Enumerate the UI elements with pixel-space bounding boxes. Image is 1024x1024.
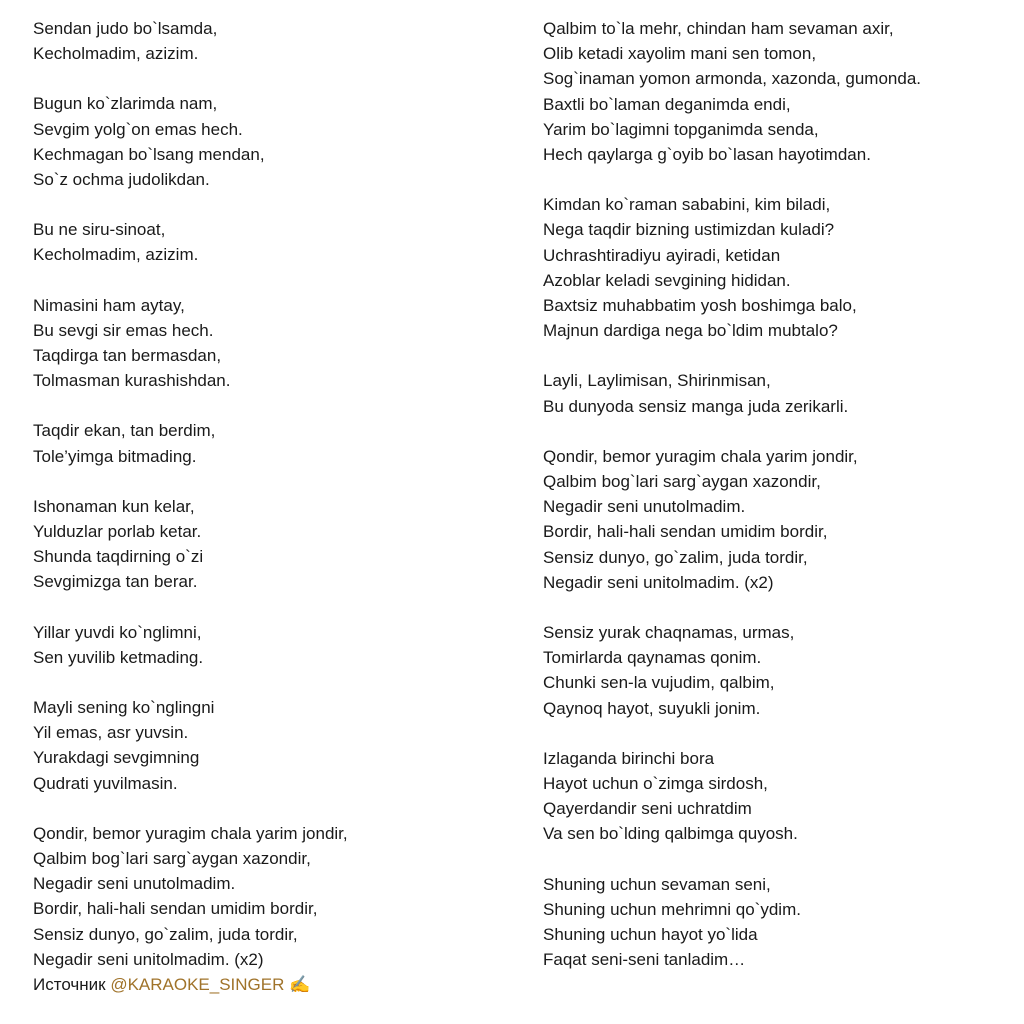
stanza (543, 872, 1013, 973)
lyric-line: Uchrashtiradiyu ayiradi, ketidan (543, 245, 781, 265)
stanza (33, 217, 513, 267)
lyric-line: Kecholmadim, azizim. (33, 245, 199, 265)
lyric-line: Kechmagan bo`lsang mendan, (33, 144, 265, 164)
source-label: Источник (33, 975, 106, 995)
lyric-line: Qaynoq hayot, suyukli jonim. (543, 698, 761, 718)
lyrics-left-column (33, 16, 513, 997)
lyric-line: Negadir seni unitolmadim. (x2) (543, 572, 774, 592)
writing-hand-icon: ✍ (289, 975, 311, 995)
lyric-line: Faqat seni-seni tanladim… (543, 950, 746, 970)
lyric-line: Qalbim bog`lari sarg`aygan xazondir, (33, 849, 311, 869)
stanza (543, 444, 1013, 595)
lyric-line: Ishonaman kun kelar, (33, 496, 195, 516)
stanza (543, 746, 1013, 847)
stanza (543, 368, 1013, 418)
lyric-line: Va sen bo`lding qalbimga quyosh. (543, 824, 798, 844)
lyric-line: Qalbim bog`lari sarg`aygan xazondir, (543, 472, 821, 492)
lyric-line: Izlaganda birinchi bora (543, 748, 715, 768)
lyric-line: Yil emas, asr yuvsin. (33, 723, 189, 743)
lyric-line: Nega taqdir bizning ustimizdan kuladi? (543, 220, 835, 240)
lyric-line: Nimasini ham aytay, (33, 295, 185, 315)
lyric-line: Bu ne siru-sinoat, (33, 220, 166, 240)
lyric-line: Qudrati yuvilmasin. (33, 773, 178, 793)
stanza (543, 620, 1013, 721)
source-handle-link[interactable]: @KARAOKE_SINGER (110, 975, 285, 995)
lyric-line: Hech qaylarga g`oyib bo`lasan hayotimdan. (543, 145, 871, 165)
lyric-line: Shuning uchun hayot yo`lida (543, 925, 758, 945)
lyric-line: So`z ochma judolikdan. (33, 170, 210, 190)
lyric-line: Sensiz dunyo, go`zalim, juda tordir, (543, 547, 808, 567)
lyric-line: Sevgimizga tan berar. (33, 572, 198, 592)
stanza (33, 91, 513, 192)
lyric-line: Sensiz yurak chaqnamas, urmas, (543, 623, 795, 643)
lyric-line: Tolmasman kurashishdan. (33, 371, 231, 391)
lyric-line: Layli, Laylimisan, Shirinmisan, (543, 371, 771, 391)
stanza (33, 494, 513, 595)
lyric-line: Yulduzlar porlab ketar. (33, 522, 202, 542)
lyric-line: Taqdirga tan bermasdan, (33, 346, 222, 366)
lyric-line: Qayerdandir seni uchratdim (543, 799, 752, 819)
stanza (33, 418, 513, 468)
stanza (33, 695, 513, 796)
lyric-line: Shuning uchun mehrimni qo`ydim. (543, 899, 801, 919)
lyric-line: Negadir seni unutolmadim. (543, 497, 746, 517)
lyric-line: Tomirlarda qaynamas qonim. (543, 648, 762, 668)
lyric-line: Chunki sen-la vujudim, qalbim, (543, 673, 775, 693)
lyric-line: Qondir, bemor yuragim chala yarim jondir, (33, 823, 348, 843)
lyric-line: Majnun dardiga nega bo`ldim mubtalo? (543, 321, 838, 341)
lyric-line: Yurakdagi sevgimning (33, 748, 200, 768)
lyric-line: Hayot uchun o`zimga sirdosh, (543, 774, 768, 794)
lyric-line: Baxtli bo`laman deganimda endi, (543, 94, 791, 114)
lyric-line: Sevgim yolg`on emas hech. (33, 119, 243, 139)
lyric-line: Sensiz dunyo, go`zalim, juda tordir, (33, 924, 298, 944)
lyric-line: Bu dunyoda sensiz manga juda zerikarli. (543, 396, 849, 416)
lyric-line: Sendan judo bo`lsamda, (33, 19, 218, 38)
source-credit (33, 972, 513, 997)
lyric-line: Taqdir ekan, tan berdim, (33, 421, 216, 441)
stanza (543, 192, 1013, 343)
lyric-line: Qalbim to`la mehr, chindan ham sevaman axir, (543, 19, 894, 38)
lyric-line: Tole’yimga bitmading. (33, 446, 197, 466)
lyric-line: Bu sevgi sir emas hech. (33, 320, 214, 340)
lyric-line: Qondir, bemor yuragim chala yarim jondir, (543, 446, 858, 466)
lyric-line: Bordir, hali-hali sendan umidim bordir, (543, 522, 828, 542)
lyric-line: Olib ketadi xayolim mani sen tomon, (543, 44, 817, 64)
lyric-line: Sog`inaman yomon armonda, xazonda, gumonda. (543, 69, 922, 89)
stanza (543, 16, 1013, 167)
lyric-line: Shunda taqdirning o`zi (33, 547, 204, 567)
lyric-line: Bugun ko`zlarimda nam, (33, 94, 218, 114)
lyric-line: Yillar yuvdi ko`nglimni, (33, 622, 202, 642)
stanza (33, 16, 513, 66)
lyric-line: Sen yuvilib ketmading. (33, 647, 204, 667)
lyric-line: Azoblar keladi sevgining hididan. (543, 270, 791, 290)
lyric-line: Kecholmadim, azizim. (33, 44, 199, 64)
lyric-line: Bordir, hali-hali sendan umidim bordir, (33, 899, 318, 919)
stanza (33, 293, 513, 394)
lyric-line: Kimdan ko`raman sababini, kim biladi, (543, 195, 831, 215)
lyric-line: Baxtsiz muhabbatim yosh boshimga balo, (543, 296, 857, 316)
stanza (33, 821, 513, 997)
lyric-line: Mayli sening ko`nglingni (33, 698, 215, 718)
lyric-line: Shuning uchun sevaman seni, (543, 874, 771, 894)
lyrics-right-column (543, 16, 1013, 973)
lyric-line: Negadir seni unitolmadim. (x2) (33, 949, 264, 969)
stanza (33, 620, 513, 670)
lyric-line: Negadir seni unutolmadim. (33, 874, 236, 894)
lyric-line: Yarim bo`lagimni topganimda senda, (543, 119, 819, 139)
